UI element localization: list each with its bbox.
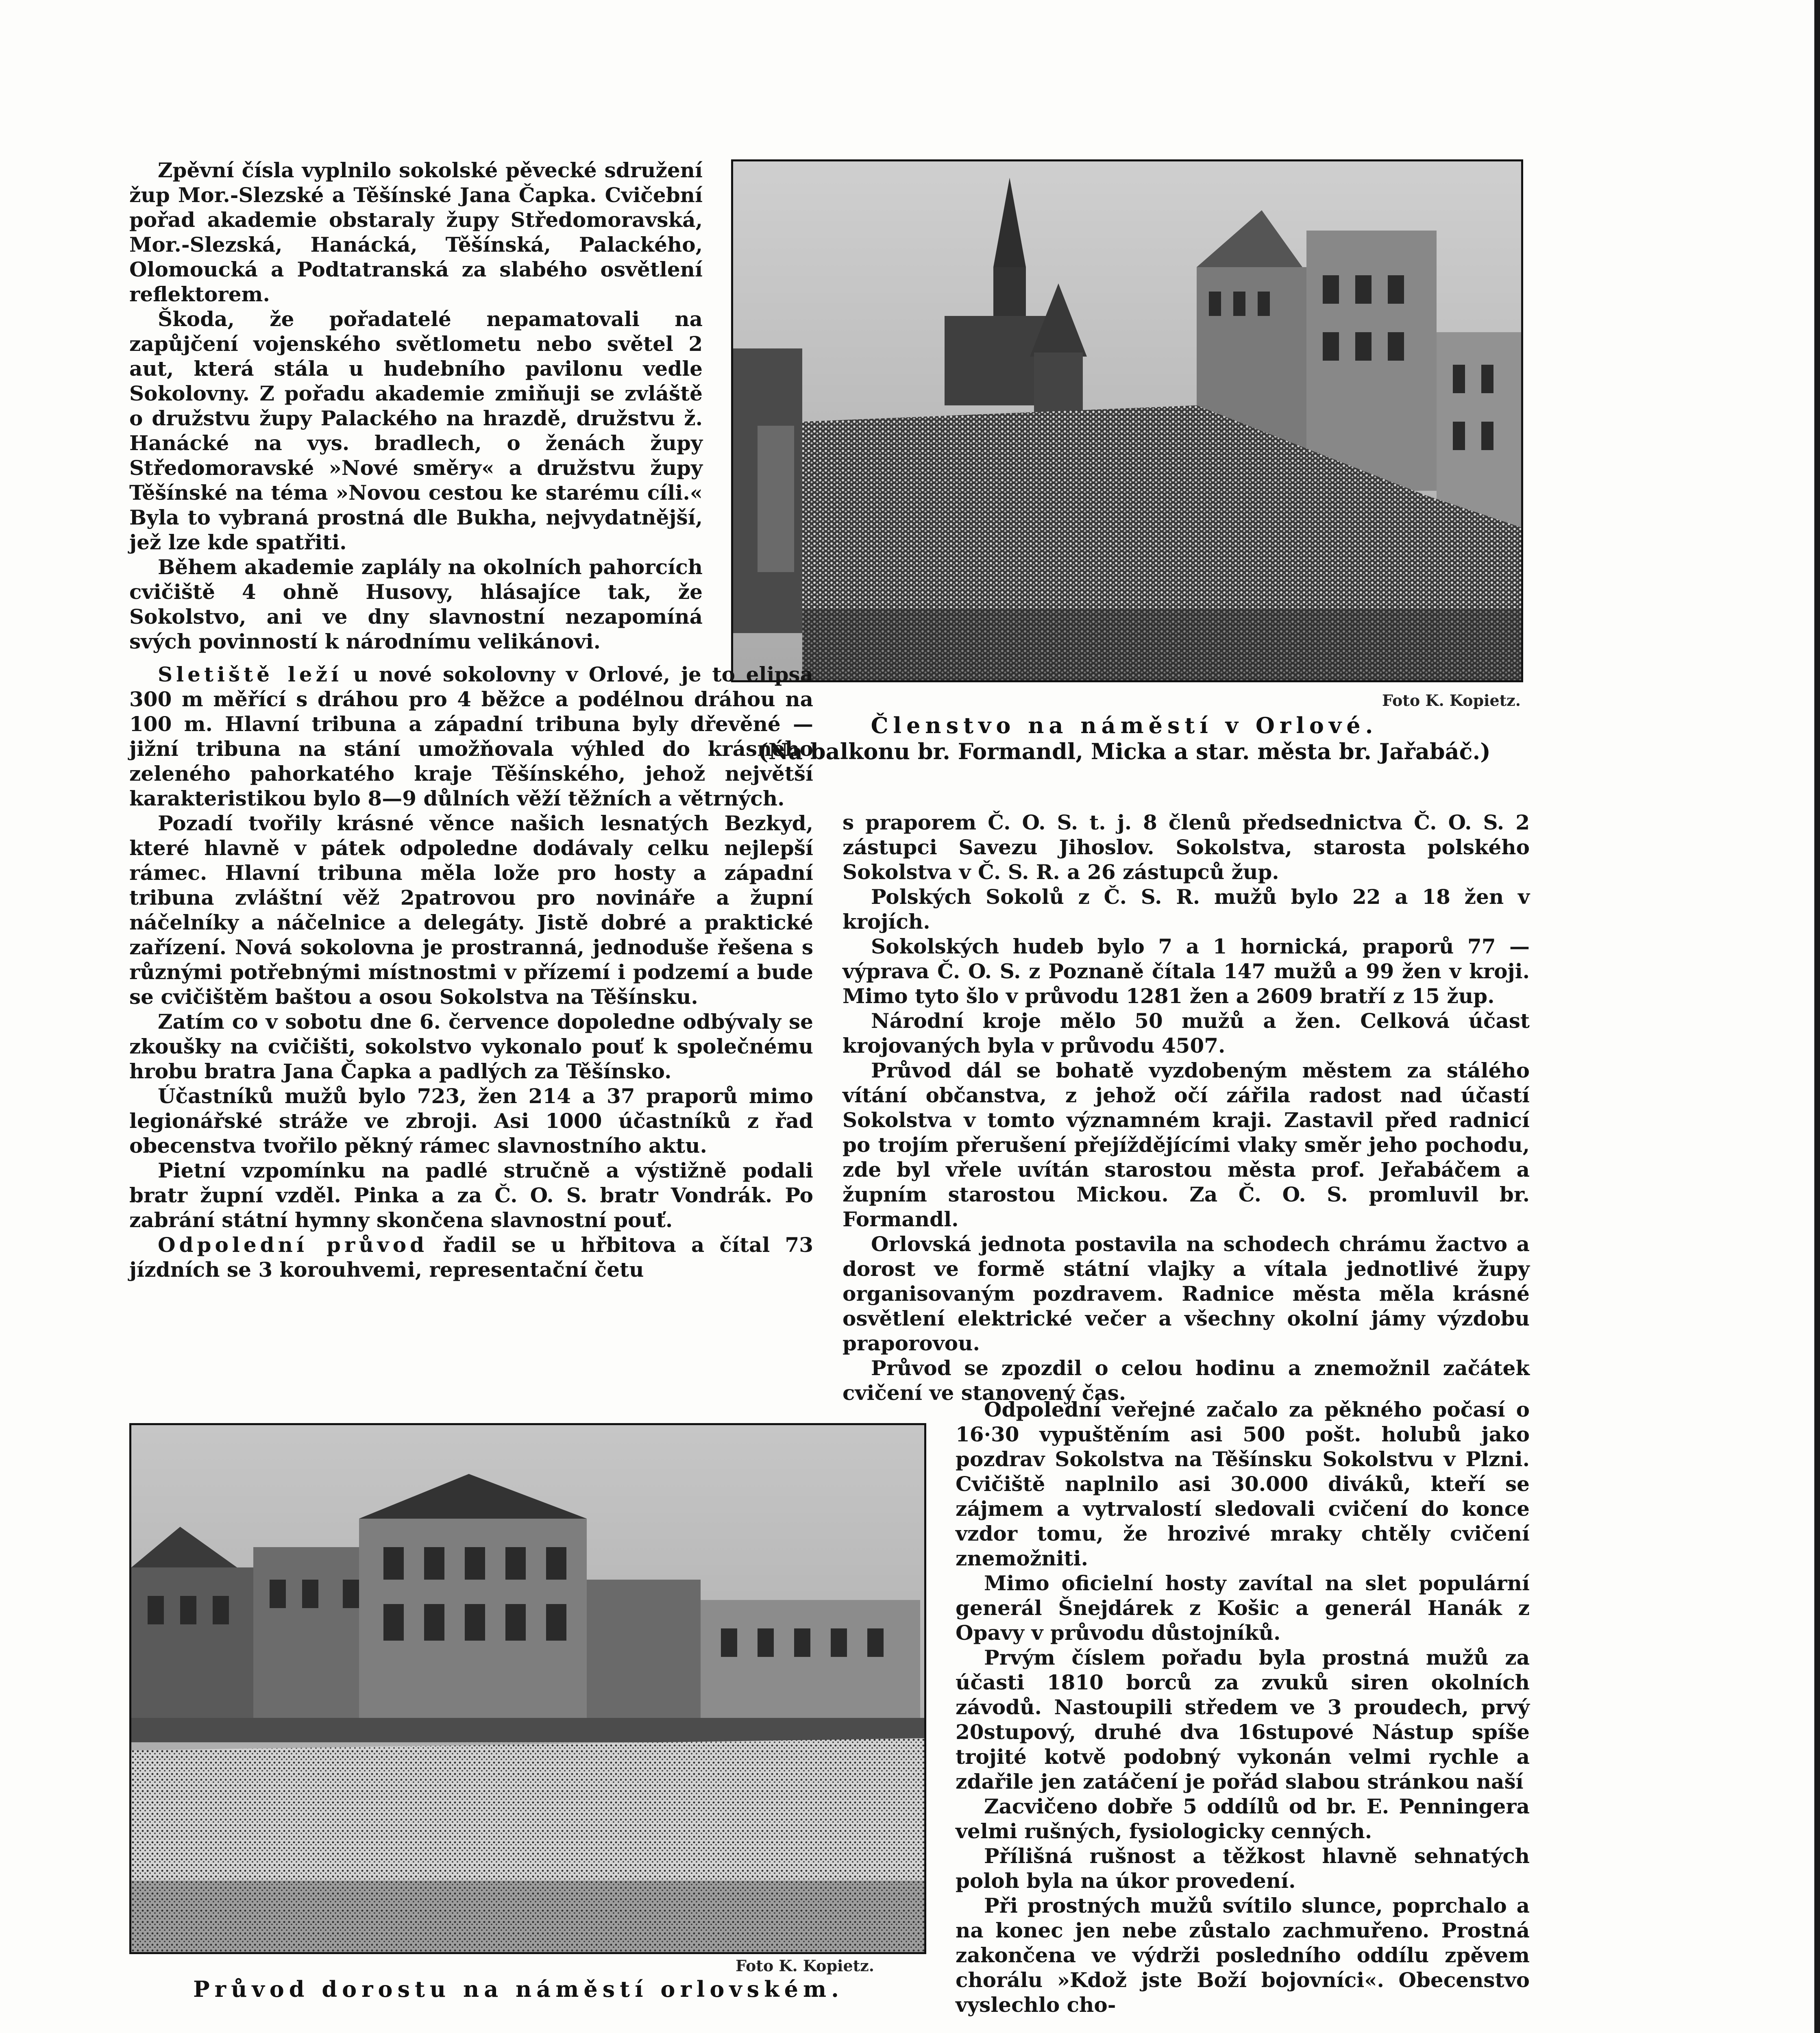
text-column-top-left bbox=[129, 158, 703, 654]
paragraph: Během akademie zaplály na okolních pahorcích cvičiště 4 ohně Husovy, hlásajíce tak, že Sokolstvo, ani ve dny slavnostní nezapomíná svých povinností k národnímu velikánovi. bbox=[129, 555, 703, 653]
photo-caption-2-title: Průvod dorostu na náměstí orlovském. bbox=[193, 1976, 844, 2002]
paragraph: Mimo oficielní hosty zavítal na slet populární generál Šnejdárek z Košic a generál Hanák z Opavy v průvodu důstojníků. bbox=[956, 1571, 1530, 1645]
paragraph: Pozadí tvořily krásné věnce našich lesnatých Bezkyd, které hlavně v pátek odpoledne dodávaly celku nejlepší rámec. Hlavní tribuna měla lože pro hosty a západní tribuna zvláštní věž 2patrovou pro novináře a župní náčelníky a náčelnice a delegáty. Jistě dobré a praktické zařízení. Nová sokolovna je prostranná, jednoduše řešena s různými potřebnými místnostmi v přízemí i podzemí a bude se cvičištěm baštou a osou Sokolstva na Těšínsku. bbox=[129, 811, 813, 1009]
text-column-right bbox=[843, 810, 1530, 1405]
spaced-lead: Odpolední průvod bbox=[158, 1233, 428, 1257]
paragraph: Zpěvní čísla vyplnilo sokolské pěvecké sdružení žup Mor.-Slezské a Těšínské Jana Čapka. Cvičební pořad akademie obstaraly župy Středomoravská, Mor.-Slezská, Hanácká, Těšínská, Palackého, Olomoucká a Podtatranská za slabého osvětlení reflektorem. bbox=[129, 158, 703, 306]
paragraph: Národní kroje mělo 50 mužů a žen. Celková účast krojovaných byla v průvodu 4507. bbox=[843, 1009, 1530, 1058]
paragraph: Průvod dál se bohatě vyzdobeným městem za stálého vítání občanstva, z jehož očí zářila radost nad účastí Sokolstva v tomto významném kraji. Zastavil před radnicí po trojím přerušení přejíždějícími vlaky směr jeho pochodu, zde byl vřele uvítán starostou města prof. Jeřabáčem a župním starostou Mickou. Za Č. O. S. promluvil br. Formandl. bbox=[843, 1058, 1530, 1231]
paragraph: Odpolední veřejné začalo za pěkného počasí o 16·30 vypuštěním asi 500 pošt. holubů jako pozdrav Sokolstva na Těšínsku Sokolstvu v Plzni. Cvičiště naplnilo asi 30.000 diváků, kteří se zájmem a vytrvalostí sledovali cvičení do konce vzdor tomu, že hrozivé mraky chtěly cvičení znemožniti. bbox=[956, 1397, 1530, 1570]
paragraph: Prvým číslem pořadu byla prostná mužů za účasti 1810 borců za zvuků siren okolních závodů. Nastoupili středem ve 3 proudech, prvý 20stupový, druhé dva 16stupové Nástup spíše trojité kotvě podobný vykonán velmi rychle a zdařile jen zatáčení je pořád slabou stránkou naší bbox=[956, 1646, 1530, 1794]
paragraph: Polských Sokolů z Č. S. R. mužů bylo 22 a 18 žen v krojích. bbox=[843, 885, 1530, 934]
paragraph: Zacvičeno dobře 5 oddílů od br. E. Penningera velmi rušných, fysiologicky cenných. bbox=[956, 1794, 1530, 1843]
photo-youth-procession bbox=[129, 1423, 926, 1954]
photo-credit-1: Foto K. Kopietz. bbox=[1382, 691, 1521, 710]
paragraph: Účastníků mužů bylo 723, žen 214 a 37 praporů mimo legionářské stráže ve zbroji. Asi 1000 účastníků z řad obecenstva tvořilo pěkný rámec slavnostního aktu. bbox=[129, 1084, 813, 1158]
photo-caption-1-title: Členstvo na náměstí v Orlové. bbox=[871, 712, 1378, 738]
paragraph: Odpolední průvod řadil se u hřbitova a čítal 73 jízdních se 3 korouhvemi, representační četu bbox=[129, 1233, 813, 1282]
photo-credit-2: Foto K. Kopietz. bbox=[736, 1957, 874, 1975]
paragraph: s praporem Č. O. S. t. j. 8 členů předsednictva Č. O. S. 2 zástupci Savezu Jihoslov. Sokolstva, starosta polského Sokolstva v Č. S. R. a 26 zástupců žup. bbox=[843, 810, 1530, 884]
text-column-left bbox=[129, 662, 813, 1282]
photo-youth-procession-image bbox=[131, 1425, 924, 1952]
scan-edge-right bbox=[1814, 0, 1820, 2033]
spaced-lead: Sletiště leží bbox=[158, 662, 342, 686]
photo-square-orlova-image bbox=[733, 161, 1521, 680]
paragraph: Pietní vzpomínku na padlé stručně a výstižně podali bratr župní vzděl. Pinka a za Č. O. S. bratr Vondrák. Po zabrání státní hymny skončena slavnostní pouť. bbox=[129, 1158, 813, 1232]
photo-caption-1-note: (Na balkonu br. Formandl, Micka a star. města br. Jařabáč.) bbox=[758, 738, 1491, 764]
photo-caption-1 bbox=[716, 712, 1533, 764]
paragraph: Orlovská jednota postavila na schodech chrámu žactvo a dorost ve formě státní vlajky a vítala jednotlivé župy organisovaným pozdravem. Radnice města měla krásné osvětlení elektrické večer a všechny okolní jámy výzdobu praporovou. bbox=[843, 1232, 1530, 1355]
photo-square-orlova bbox=[731, 159, 1523, 682]
paragraph: Průvod se zpozdil o celou hodinu a znemožnil začátek cvičení ve stanovený čas. bbox=[843, 1356, 1530, 1405]
paragraph: Zatím co v sobotu dne 6. července dopoledne odbývaly se zkoušky na cvičišti, sokolstvo vykonalo pouť k společnému hrobu bratra Jana Čapka a padlých za Těšínsko. bbox=[129, 1010, 813, 1083]
photo-caption-2 bbox=[122, 1976, 915, 2002]
paragraph: Škoda, že pořadatelé nepamatovali na zapůjčení vojenského světlometu nebo světel 2 aut, která stála u hudebního pavilonu vedle Sokolovny. Z pořadu akademie zmiňuji se zvláště o družstvu župy Palackého na hrazdě, družstvu ž. Hanácké na vys. bradlech, o ženách župy Středomoravské »Nové směry« a družstvu župy Těšínské na téma »Novou cestou ke starému cíli.« Byla to vybraná prostná dle Bukha, nejvydatnější, jež lze kde spatřiti. bbox=[129, 307, 703, 554]
paragraph: Při prostných mužů svítilo slunce, poprchalo a na konec jen nebe zůstalo zachmuřeno. Prostná zakončena ve výdrži posledního oddílu zpěvem chorálu »Kdož jste Boží bojovníci«. Obecenstvo vyslechlo cho- bbox=[956, 1894, 1530, 2017]
paragraph: Sletiště leží u nové sokolovny v Orlové, je to elipsa 300 m měřící s dráhou pro 4 běžce a podélnou dráhou na 100 m. Hlavní tribuna a západní tribuna byly dřevěné — jižní tribuna na stání umožňovala výhled do krásného zeleného pahorkatého kraje Těšínského, jehož největší karakteristikou bylo 8—9 důlních věží těžních a větrných. bbox=[129, 662, 813, 810]
text-column-right-lower bbox=[956, 1397, 1530, 2017]
paragraph: Sokolských hudeb bylo 7 a 1 hornická, praporů 77 — výprava Č. O. S. z Poznaně čítala 147 mužů a 99 žen v kroji. Mimo tyto šlo v průvodu 1281 žen a 2609 bratří z 15 žup. bbox=[843, 934, 1530, 1008]
paragraph: Přílišná rušnost a těžkost hlavně sehnatých poloh byla na úkor provedení. bbox=[956, 1844, 1530, 1893]
